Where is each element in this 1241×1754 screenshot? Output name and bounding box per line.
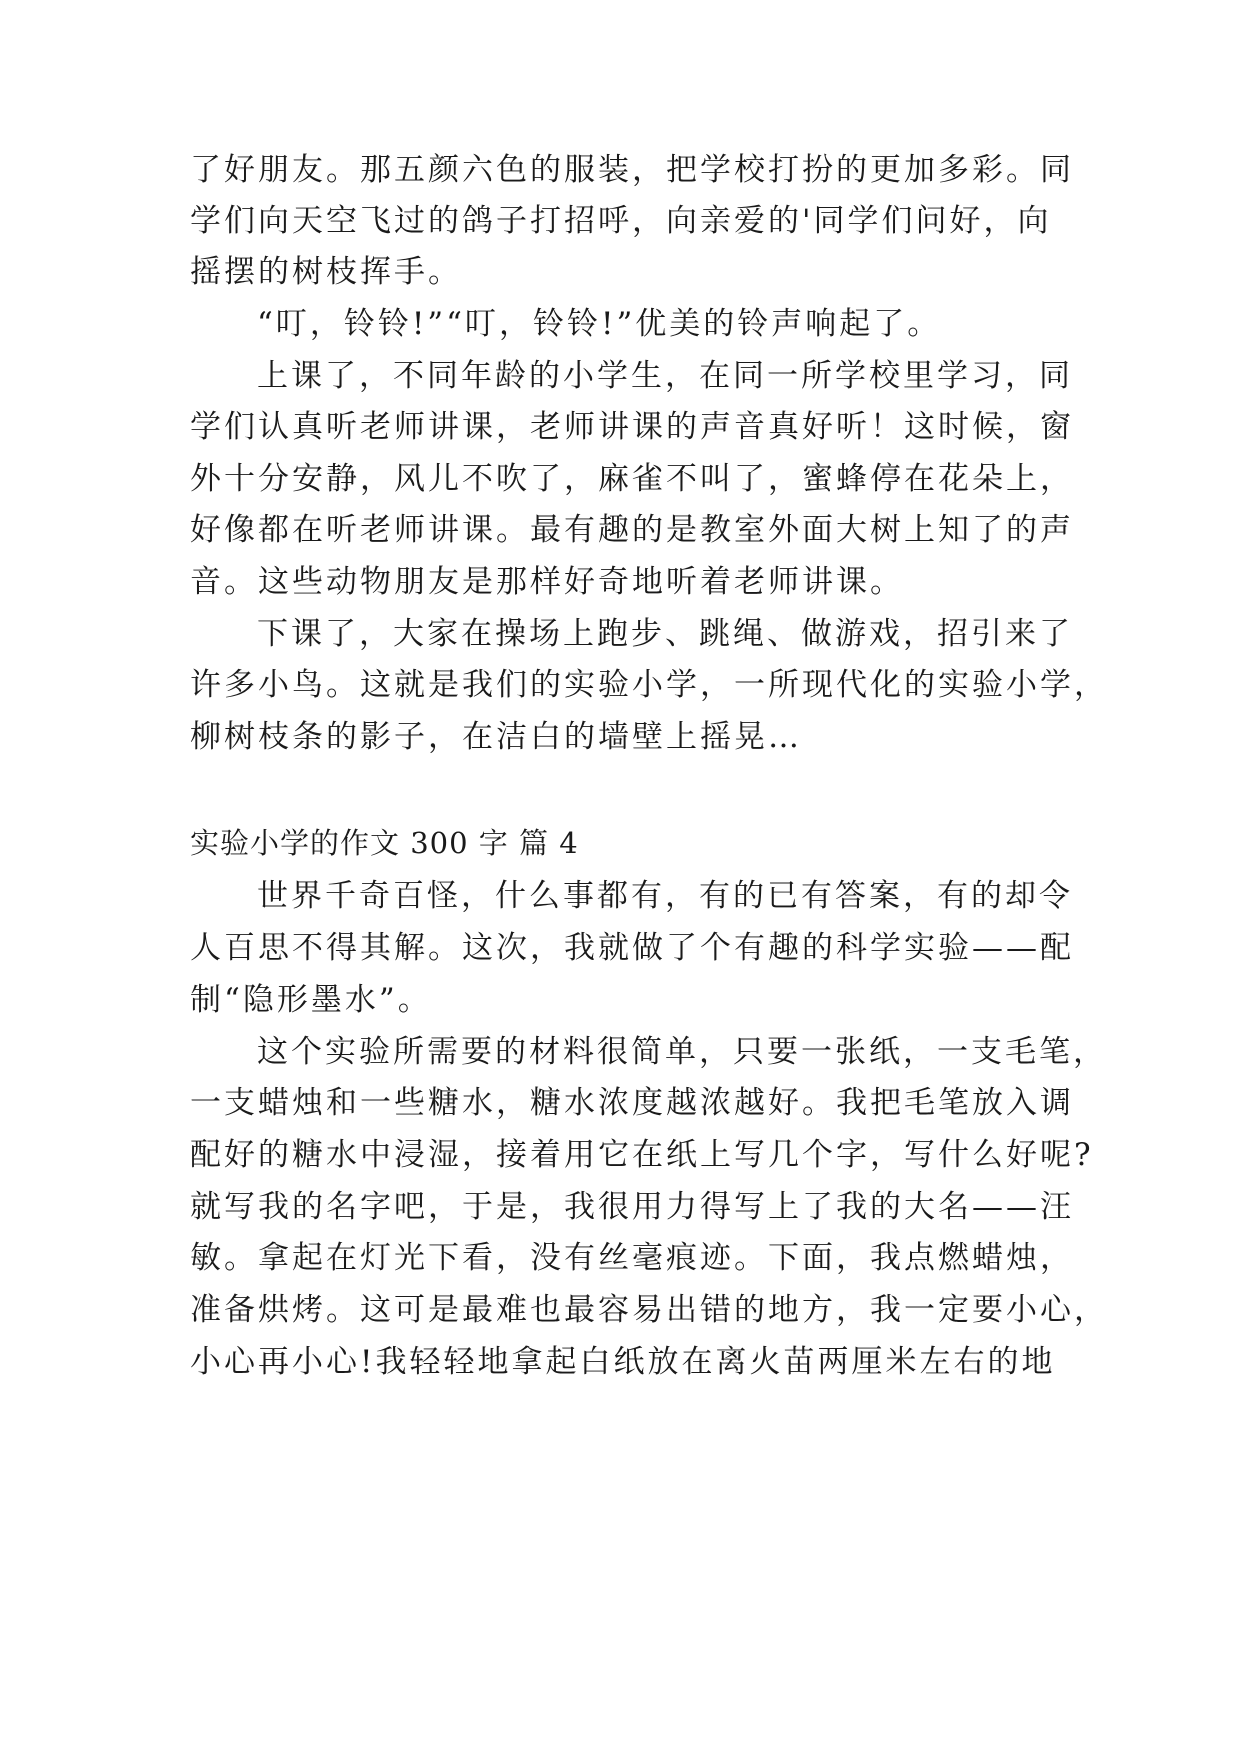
paragraph-line: 一支蜡烛和一些糖水，糖水浓度越浓越好。我把毛笔放入调 xyxy=(190,1085,1074,1121)
paragraph-line: 下课了，大家在操场上跑步、跳绳、做游戏，招引来了 xyxy=(257,616,1073,652)
paragraph-line: 柳树枝条的影子，在洁白的墙壁上摇晃… xyxy=(190,719,802,755)
paragraph-line: 敏。拿起在灯光下看，没有丝毫痕迹。下面，我点燃蜡烛， xyxy=(190,1240,1074,1276)
paragraph-line: 就写我的名字吧，于是，我很用力得写上了我的大名——汪 xyxy=(190,1189,1074,1225)
paragraph-line: 制“隐形墨水”。 xyxy=(190,982,432,1018)
paragraph-line: 音。这些动物朋友是那样好奇地听着老师讲课。 xyxy=(190,564,904,600)
paragraph-line: 人百思不得其解。这次，我就做了个有趣的科学实验——配 xyxy=(190,930,1074,966)
paragraph-line: “叮，铃铃!”“叮，铃铃!”优美的铃声响起了。 xyxy=(257,306,942,342)
paragraph-line: 这个实验所需要的材料很简单，只要一张纸，一支毛笔， xyxy=(257,1034,1107,1070)
paragraph-line: 了好朋友。那五颜六色的服装，把学校打扮的更加多彩。同 xyxy=(190,152,1074,188)
paragraph-line: 小心再小心!我轻轻地拿起白纸放在离火苗两厘米左右的地 xyxy=(190,1344,1056,1380)
paragraph-line: 准备烘烤。这可是最难也最容易出错的地方，我一定要小心， xyxy=(190,1292,1108,1328)
paragraph-line: 外十分安静，风儿不吹了，麻雀不叫了，蜜蜂停在花朵上， xyxy=(190,461,1074,497)
paragraph-line: 摇摆的树枝挥手。 xyxy=(190,254,462,290)
paragraph-line: 好像都在听老师讲课。最有趣的是教室外面大树上知了的声 xyxy=(190,512,1074,548)
paragraph-line: 学们向天空飞过的鸽子打招呼，向亲爱的'同学们问好，向 xyxy=(190,203,1052,239)
paragraph-line: 学们认真听老师讲课，老师讲课的声音真好听！这时候，窗 xyxy=(190,409,1074,445)
paragraph-line: 世界千奇百怪，什么事都有，有的已有答案，有的却令 xyxy=(257,878,1073,914)
paragraph-line: 上课了，不同年龄的小学生，在同一所学校里学习，同 xyxy=(257,358,1073,394)
paragraph-line: 许多小鸟。这就是我们的实验小学，一所现代化的实验小学， xyxy=(190,667,1108,703)
section-heading: 实验小学的作文 300 字 篇 4 xyxy=(190,826,579,860)
paragraph-line: 配好的糖水中浸湿，接着用它在纸上写几个字，写什么好呢? xyxy=(190,1137,1094,1173)
